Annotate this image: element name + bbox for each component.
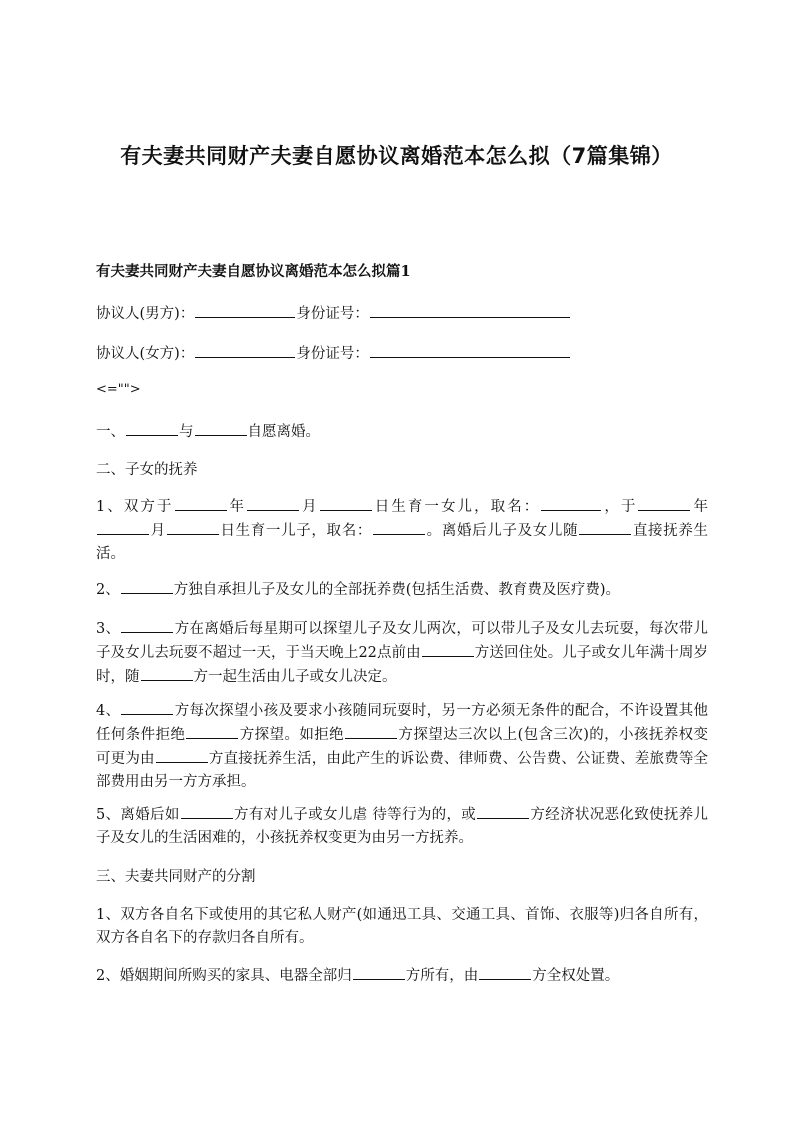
- p1-text-i: 。离婚后儿子及女儿随: [426, 523, 579, 539]
- clause-one-mid: 与: [179, 424, 194, 440]
- paragraph-5: [96, 803, 708, 850]
- p3-text-b: 方在离婚后每星期可以探望儿子及女儿两次，可以带儿子及女儿去玩耍，每次带儿子及女儿去玩耍不超过一天，于当天晚上22点前由: [96, 621, 708, 661]
- heading-child-custody: 二、子女的抚养: [96, 462, 198, 478]
- p2-party-blank[interactable]: [121, 578, 173, 594]
- p3-text-d: 方一起生活由儿子或女儿决定。: [193, 669, 397, 685]
- section-title: 有夫妻共同财产夫妻自愿协议离婚范本怎么拟篇1: [96, 263, 411, 280]
- paragraph-4: [96, 699, 708, 794]
- p4-text-b: 方每次探望小孩及要求小孩随同玩耍时，另一方必须无条件的配合，不许设置其他任何条件拒绝: [96, 703, 708, 743]
- paragraph-1: [96, 495, 708, 566]
- p4-transfer-blank[interactable]: [156, 747, 208, 763]
- p4-text-d: 方探望达三次以上(包含三次)的，小孩抚养权变可更为由: [96, 727, 709, 767]
- p5-abuse-party-blank[interactable]: [181, 803, 233, 819]
- p2-text-a: 2、: [96, 582, 120, 598]
- p1-text-c: 月: [300, 499, 319, 515]
- p4-text-e: 方直接抚养生活，由此产生的诉讼费、律师费、公告费、公证费、差旅费等全部费用由另一方方承担。: [96, 751, 709, 790]
- p4-refuse-blank[interactable]: [186, 723, 238, 739]
- p1-daughter-name-blank[interactable]: [541, 495, 601, 511]
- female-party-label: 协议人(女方)：: [96, 346, 195, 362]
- paragraph-6: 1、双方各自名下或使用的其它私人财产(如通迅工具、交通工具、首饰、衣服等)归各自所有，双方各自名下的存款归各自所有。: [96, 907, 708, 946]
- party-b-blank[interactable]: [195, 420, 247, 436]
- male-id-label: 身份证号：: [296, 306, 369, 322]
- p7-text-c: 方全权处置。: [532, 968, 620, 984]
- paragraph-2: [96, 578, 708, 602]
- p1-son-name-blank[interactable]: [373, 519, 425, 535]
- p4-party-blank[interactable]: [121, 699, 173, 715]
- p5-text-b: 方有对儿子或女儿虐 待等行为的，或: [233, 807, 477, 823]
- male-name-blank[interactable]: [195, 302, 295, 318]
- male-party-line: [96, 302, 711, 326]
- p3-text-c: 方送回住处。儿子或女儿年满十周岁时，随: [96, 645, 709, 685]
- p7-text-a: 2、婚姻期间所购买的家具、电器全部归: [96, 968, 352, 984]
- document-title: 有夫妻共同财产夫妻自愿协议离婚范本怎么拟（7篇集锦）: [120, 144, 673, 168]
- p3-return-blank[interactable]: [422, 641, 474, 657]
- p1-day-blank[interactable]: [320, 495, 372, 511]
- male-party-label: 协议人(男方)：: [96, 306, 195, 322]
- p3-live-with-blank[interactable]: [141, 665, 193, 681]
- p1-text-d: 日生育一女儿，取名：: [372, 499, 541, 515]
- p7-text-b: 方所有，由: [405, 968, 479, 984]
- heading-property-division: 三、夫妻共同财产的分割: [96, 869, 256, 885]
- p2-text-b: 方独自承担儿子及女儿的全部抚养费(包括生活费、教育费及医疗费)。: [173, 582, 621, 598]
- p7-owner-blank[interactable]: [353, 964, 405, 980]
- female-id-label: 身份证号：: [296, 346, 369, 362]
- p1-text-j: 直接抚养生活。: [96, 523, 709, 562]
- party-a-blank[interactable]: [126, 420, 178, 436]
- p4-text-a: 4、: [96, 703, 121, 719]
- p1-text-g: 月: [150, 523, 166, 539]
- p1-year2-blank[interactable]: [638, 495, 690, 511]
- p1-month2-blank[interactable]: [97, 519, 149, 535]
- clause-one: [96, 420, 711, 444]
- male-id-blank[interactable]: [370, 302, 570, 318]
- female-id-blank[interactable]: [370, 342, 570, 358]
- p1-day2-blank[interactable]: [167, 519, 219, 535]
- p4-refuse2-blank[interactable]: [345, 723, 397, 739]
- p1-text-a: 1、双方于: [96, 499, 174, 515]
- p5-text-c: 方经济状况恶化致使抚养儿子及女儿的生活困难的，小孩抚养权变更为由另一方抚养。: [96, 807, 708, 846]
- code-line: <="">: [96, 382, 141, 397]
- p1-month-blank[interactable]: [247, 495, 299, 511]
- paragraph-3: [96, 617, 708, 689]
- p4-text-c: 方探望。如拒绝: [239, 727, 345, 743]
- p1-text-b: 年: [227, 499, 247, 515]
- clause-one-end: 自愿离婚。: [247, 424, 320, 440]
- p3-text-a: 3、: [96, 621, 121, 637]
- p7-dispose-blank[interactable]: [479, 964, 531, 980]
- p1-text-h: 日生育一儿子，取名：: [219, 523, 373, 539]
- clause-one-num: 一、: [96, 424, 125, 440]
- p5-finance-party-blank[interactable]: [477, 803, 529, 819]
- female-name-blank[interactable]: [195, 342, 295, 358]
- p1-text-e: ，于: [602, 499, 638, 515]
- p1-text-f: 年: [691, 499, 709, 515]
- p5-text-a: 5、离婚后如: [96, 807, 180, 823]
- p3-party-blank[interactable]: [121, 617, 173, 633]
- p1-year-blank[interactable]: [175, 495, 227, 511]
- female-party-line: [96, 342, 711, 366]
- p1-custody-blank[interactable]: [579, 519, 631, 535]
- paragraph-7: [96, 964, 708, 988]
